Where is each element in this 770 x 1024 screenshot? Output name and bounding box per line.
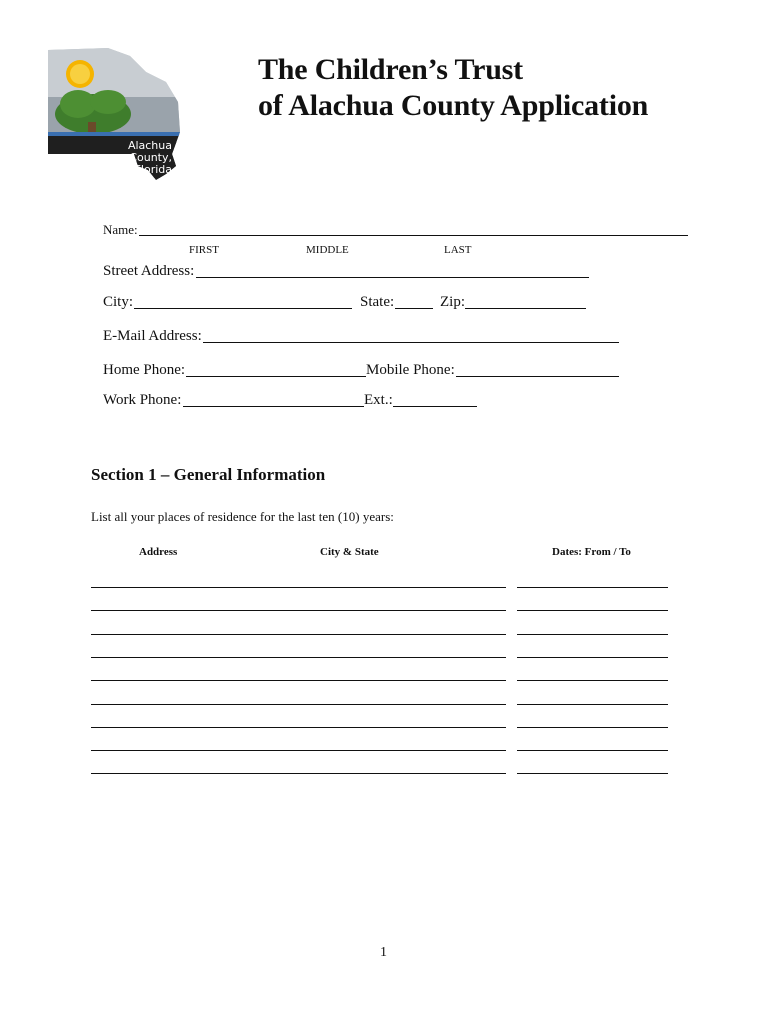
logo-text-line2: Florida [134,163,172,176]
residence-address-input[interactable] [94,664,502,678]
column-header-dates: Dates: From / To [552,546,631,558]
column-header-address: Address [139,546,178,558]
residence-address-line [91,726,506,728]
residence-dates-line [517,633,668,635]
residence-dates-line [517,656,668,658]
residence-dates-input[interactable] [519,641,666,655]
residence-address-line [91,679,506,681]
residence-address-line [91,633,506,635]
residence-address-input[interactable] [94,757,502,771]
residence-dates-input[interactable] [519,711,666,725]
zip-label: Zip: [440,294,465,310]
email-label: E-Mail Address: [103,328,202,344]
residence-dates-line [517,726,668,728]
work-phone-label: Work Phone: [103,392,182,408]
mobile-phone-field[interactable] [459,360,615,375]
page-number: 1 [380,945,387,960]
name-middle-sublabel: MIDDLE [306,244,349,256]
email-field[interactable] [206,326,614,341]
residence-address-input[interactable] [94,641,502,655]
zip-field[interactable] [468,292,582,307]
page-title [258,52,648,124]
residence-address-input[interactable] [94,594,502,608]
title-line2: of Alachua County Application [258,89,649,122]
residence-dates-line [517,772,668,774]
residence-dates-input[interactable] [519,734,666,748]
residence-address-input[interactable] [94,711,502,725]
residence-dates-line [517,679,668,681]
city-field[interactable] [137,292,347,307]
state-field[interactable] [397,292,431,307]
section1-instruction: List all your places of residence for the last ten (10) years: [91,509,394,524]
home-phone-field[interactable] [189,360,362,375]
residence-dates-line [517,703,668,705]
residence-address-input[interactable] [94,571,502,585]
name-field[interactable] [142,219,682,234]
residence-dates-input[interactable] [519,571,666,585]
residence-address-line [91,656,506,658]
residence-dates-input[interactable] [519,664,666,678]
name-last-sublabel: LAST [444,244,472,256]
street-address-label: Street Address: [103,263,195,279]
street-address-field[interactable] [199,261,584,276]
state-label: State: [360,294,395,310]
work-phone-field[interactable] [186,390,360,405]
title-line1: The Children’s Trust [258,53,523,86]
residence-address-input[interactable] [94,734,502,748]
residence-address-line [91,772,506,774]
residence-dates-input[interactable] [519,594,666,608]
residence-address-input[interactable] [94,618,502,632]
ext-label: Ext.: [364,392,393,408]
residence-address-line [91,749,506,751]
column-header-city-state: City & State [320,546,379,558]
mobile-phone-label: Mobile Phone: [366,362,455,378]
residence-address-line [91,703,506,705]
section1-heading: Section 1 – General Information [91,465,326,484]
residence-dates-line [517,609,668,611]
residence-address-line [91,586,506,588]
name-label: Name: [103,222,138,237]
residence-dates-input[interactable] [519,688,666,702]
ext-field[interactable] [396,390,473,405]
residence-dates-line [517,586,668,588]
residence-dates-line [517,749,668,751]
residence-dates-input[interactable] [519,618,666,632]
home-phone-label: Home Phone: [103,362,186,378]
city-label: City: [103,294,134,310]
logo-text-line1: Alachua County, [127,139,172,164]
residence-address-input[interactable] [94,688,502,702]
county-logo [38,42,188,187]
residence-address-line [91,609,506,611]
residence-dates-input[interactable] [519,757,666,771]
name-first-sublabel: FIRST [189,244,219,256]
